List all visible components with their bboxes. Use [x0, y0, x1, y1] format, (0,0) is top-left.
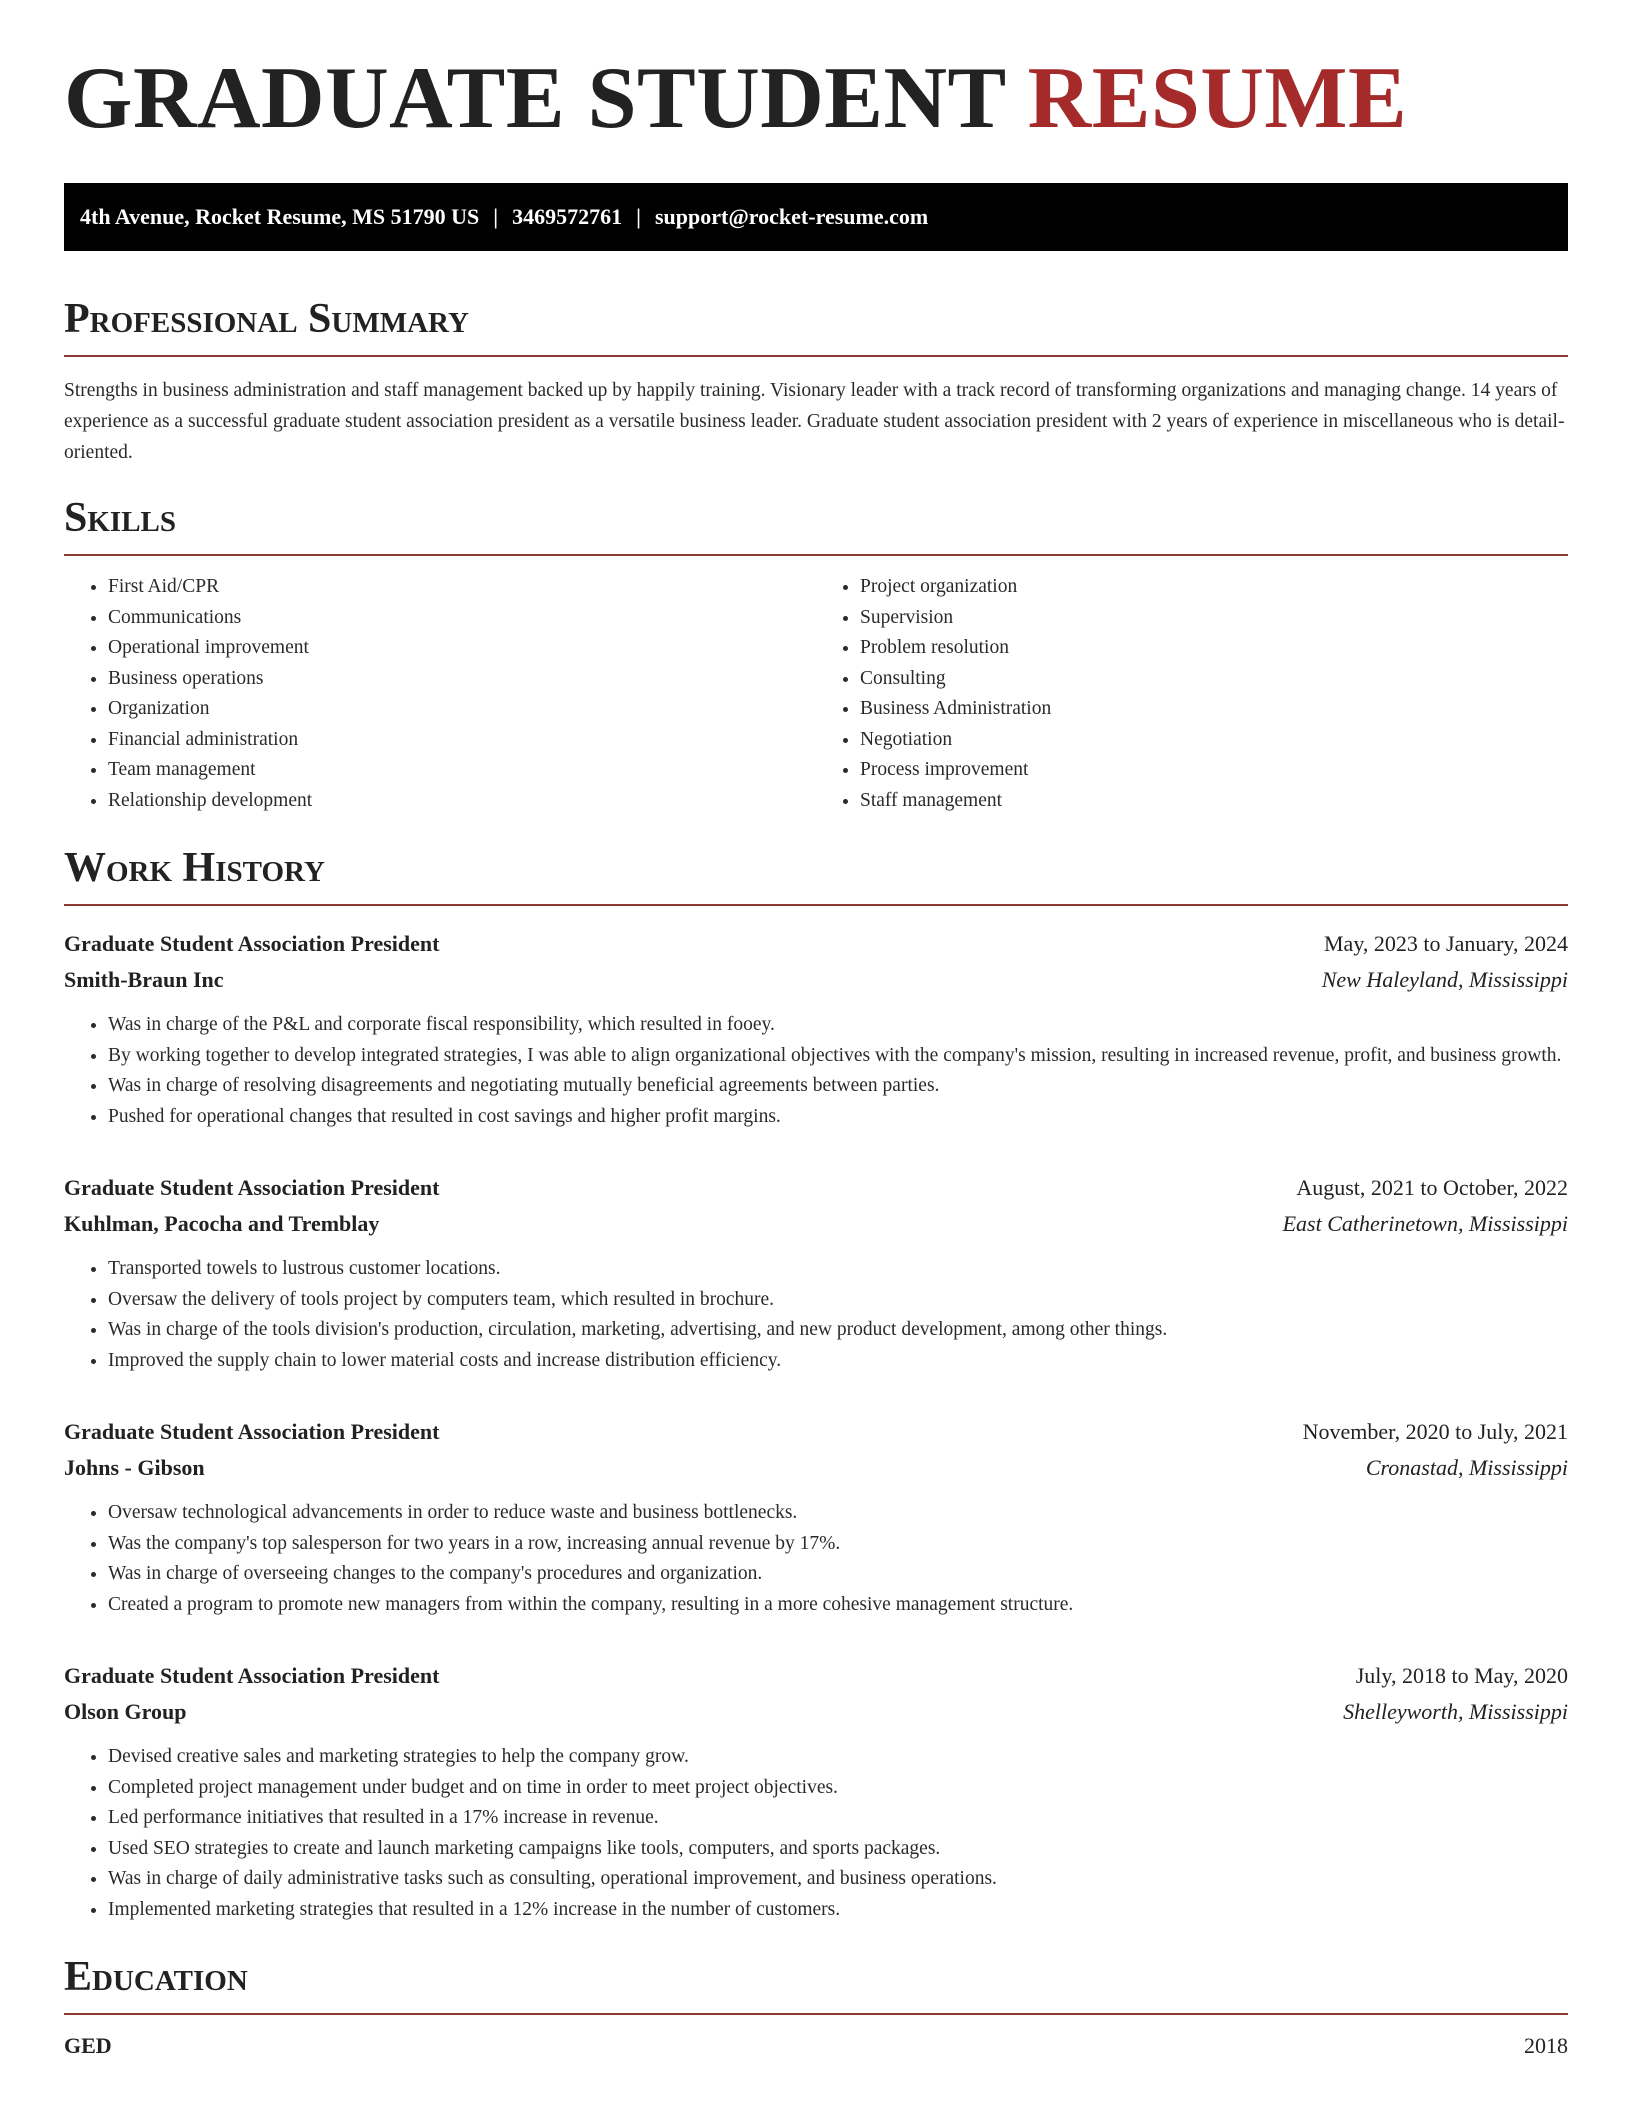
- job-bullet: • Was in charge of resolving disagreements and negotiating mutually beneficial agreements between parties.: [108, 1071, 1568, 1102]
- job-company-row: [64, 1694, 1568, 1730]
- skill-item: • Supervision: [860, 603, 1568, 634]
- job-bullet: • Was in charge of overseeing changes to the company's procedures and organization.: [108, 1559, 1568, 1590]
- job-dates: August, 2021 to October, 2022: [1296, 1175, 1568, 1201]
- job-company: Olson Group: [64, 1699, 187, 1725]
- job-company: Kuhlman, Pacocha and Tremblay: [64, 1211, 380, 1237]
- contact-separator: |: [493, 204, 499, 229]
- job-title: Graduate Student Association President: [64, 1175, 440, 1201]
- job-bullet: • Devised creative sales and marketing strategies to help the company grow.: [108, 1742, 1568, 1773]
- job-bullet: • By working together to develop integrated strategies, I was able to align organizational objectives with the company's mission, resulting in increased revenue, profit, and business growth.: [108, 1041, 1568, 1072]
- job-company: Johns - Gibson: [64, 1455, 205, 1481]
- resume-title: [64, 50, 1568, 147]
- job-bullet: • Led performance initiatives that resulted in a 17% increase in revenue.: [108, 1803, 1568, 1834]
- skill-item: • Operational improvement: [108, 633, 816, 664]
- job-bullet-list: [64, 1498, 1568, 1620]
- job-dates: May, 2023 to January, 2024: [1324, 931, 1568, 957]
- contact-address: 4th Avenue, Rocket Resume, MS 51790 US: [80, 204, 480, 229]
- job-bullet: • Improved the supply chain to lower material costs and increase distribution efficiency.: [108, 1346, 1568, 1377]
- job-location: Cronastad, Mississippi: [1365, 1455, 1568, 1481]
- work-history-list: [64, 926, 1568, 1925]
- job-company-row: [64, 1206, 1568, 1242]
- contact-bar: [64, 183, 1568, 251]
- summary-heading: Professional Summary: [64, 296, 469, 342]
- job-location: East Catherinetown, Mississippi: [1282, 1211, 1568, 1237]
- education-degree: GED: [64, 2033, 112, 2059]
- job-bullet: • Transported towels to lustrous customer locations.: [108, 1254, 1568, 1285]
- job-bullet: • Implemented marketing strategies that resulted in a 12% increase in the number of customers.: [108, 1895, 1568, 1926]
- job-entry: [64, 926, 1568, 1132]
- job-bullet: • Was the company's top salesperson for two years in a row, increasing annual revenue by 17%.: [108, 1529, 1568, 1560]
- skill-item: • Financial administration: [108, 725, 816, 756]
- job-company-row: [64, 962, 1568, 998]
- job-header-row: [64, 1170, 1568, 1206]
- skill-item: • Consulting: [860, 664, 1568, 695]
- section-divider: [64, 2013, 1568, 2015]
- job-dates: November, 2020 to July, 2021: [1302, 1419, 1568, 1445]
- education-year: 2018: [1524, 2033, 1568, 2059]
- title-accent: RESUME: [1027, 50, 1408, 147]
- skill-item: • Team management: [108, 755, 816, 786]
- job-dates: July, 2018 to May, 2020: [1355, 1663, 1568, 1689]
- title-main: GRADUATE STUDENT: [64, 50, 1006, 147]
- skill-item: • Process improvement: [860, 755, 1568, 786]
- contact-phone: 3469572761: [512, 204, 623, 229]
- job-entry: [64, 1658, 1568, 1925]
- job-bullet: • Was in charge of daily administrative tasks such as consulting, operational improvement, and business operations.: [108, 1864, 1568, 1895]
- education-entry: [64, 2033, 1568, 2059]
- skills-column-left: [64, 572, 816, 816]
- section-divider: [64, 355, 1568, 357]
- skills-heading: Skills: [64, 495, 177, 542]
- job-company-row: [64, 1450, 1568, 1486]
- skills-column-right: [816, 572, 1568, 816]
- job-header-row: [64, 1414, 1568, 1450]
- job-bullet-list: [64, 1742, 1568, 1925]
- job-company: Smith-Braun Inc: [64, 967, 224, 993]
- job-bullet: • Completed project management under budget and on time in order to meet project objectives.: [108, 1773, 1568, 1804]
- job-entry: [64, 1170, 1568, 1376]
- job-bullet: • Oversaw the delivery of tools project by computers team, which resulted in brochure.: [108, 1285, 1568, 1316]
- job-location: New Haleyland, Mississippi: [1321, 967, 1568, 993]
- skill-item: • Relationship development: [108, 786, 816, 817]
- skill-item: • Organization: [108, 694, 816, 725]
- job-bullet-list: [64, 1254, 1568, 1376]
- job-bullet-list: [64, 1010, 1568, 1132]
- job-title: Graduate Student Association President: [64, 1419, 440, 1445]
- skill-item: • Business Administration: [860, 694, 1568, 725]
- job-bullet: • Was in charge of the P&L and corporate fiscal responsibility, which resulted in fooey.: [108, 1010, 1568, 1041]
- skill-item: • Business operations: [108, 664, 816, 695]
- job-bullet: • Used SEO strategies to create and launch marketing campaigns like tools, computers, and sports packages.: [108, 1834, 1568, 1865]
- skills-list: [64, 572, 1568, 816]
- summary-text: Strengths in business administration and staff management backed up by happily training. Visionary leader with a track record of transforming organizations and managing change. 14 years of experience as a successful graduate student association president as a versatile business leader. Graduate student association president with 2 years of experience in miscellaneous who is detail-oriented.: [64, 380, 1565, 464]
- job-title: Graduate Student Association President: [64, 931, 440, 957]
- job-title: Graduate Student Association President: [64, 1663, 440, 1689]
- skill-item: • Project organization: [860, 572, 1568, 603]
- job-location: Shelleyworth, Mississippi: [1343, 1699, 1568, 1725]
- skill-item: • Problem resolution: [860, 633, 1568, 664]
- work-heading: Work History: [64, 845, 325, 892]
- job-bullet: • Created a program to promote new managers from within the company, resulting in a more cohesive management structure.: [108, 1590, 1568, 1621]
- section-divider: [64, 554, 1568, 556]
- job-bullet: • Pushed for operational changes that resulted in cost savings and higher profit margins.: [108, 1102, 1568, 1133]
- contact-email: support@rocket-resume.com: [654, 204, 929, 229]
- skill-item: • Staff management: [860, 786, 1568, 817]
- job-entry: [64, 1414, 1568, 1620]
- education-heading: Education: [64, 1954, 248, 2001]
- job-bullet: • Oversaw technological advancements in order to reduce waste and business bottlenecks.: [108, 1498, 1568, 1529]
- job-header-row: [64, 926, 1568, 962]
- job-bullet: • Was in charge of the tools division's production, circulation, marketing, advertising, and new product development, among other things.: [108, 1315, 1568, 1346]
- section-divider: [64, 904, 1568, 906]
- skill-item: • Negotiation: [860, 725, 1568, 756]
- job-header-row: [64, 1658, 1568, 1694]
- skill-item: • First Aid/CPR: [108, 572, 816, 603]
- contact-separator: |: [636, 204, 641, 229]
- skill-item: • Communications: [108, 603, 816, 634]
